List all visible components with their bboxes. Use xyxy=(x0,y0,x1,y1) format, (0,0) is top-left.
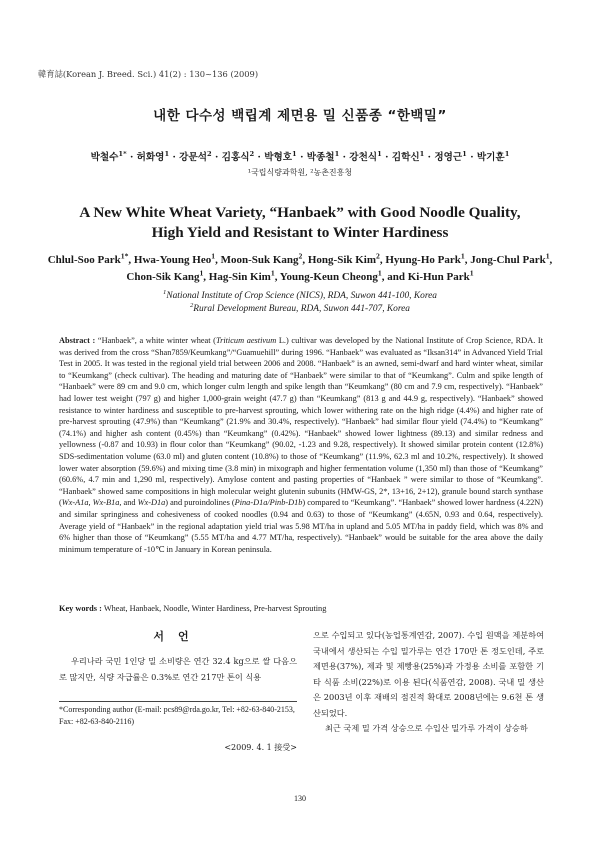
english-title xyxy=(0,203,600,243)
korean-author: 김홍식$^2$ xyxy=(221,149,255,163)
body-paragraph: 최근 국제 밀 가격 상승으로 수입산 밀가루 가격이 상승하 xyxy=(325,723,528,733)
english-author: Chlul-Soo Park$^{1*}$ xyxy=(47,251,129,266)
english-author: Hag-Sin Kim$^1$ xyxy=(208,268,275,283)
english-affiliations xyxy=(0,290,600,316)
body-paragraph: 으로 수입되고 있다(농업통계연감, 2007). 수입 원맥을 제분하여 국내에서 생산되는 수입 밀가루는 연간 170만 톤 정도인데, 주로 제면용(37%), 제과 및 제빵용(25%)과 가정용 소비를 포함한 기타 식품 소비(22%)로 이용 된다(식품연감, 2008). 국내 밀 생산은 2003년 이후 재배의 점진적 확대로 2008년에는 9.6천 톤 생산되었다. xyxy=(313,630,544,718)
english-author: and Ki-Hun Park$^1$ xyxy=(387,268,474,283)
korean-author: 김학신$^1$ xyxy=(391,149,425,163)
korean-author: 박기훈$^1$ xyxy=(476,149,510,163)
english-author: Jong-Chul Park$^1$ xyxy=(470,251,550,266)
english-author: Hyung-Ho Park$^1$ xyxy=(385,251,465,266)
body-paragraph: 우리나라 국민 1인당 밀 소비량은 연간 32.4 kg으로 쌀 다음으로 많지만, 식량 자급률은 0.3%로 연간 217만 톤이 식용 xyxy=(59,656,297,682)
korean-author: 강천식$^1$ xyxy=(349,149,382,163)
body-left-column xyxy=(59,628,297,685)
footnote-divider xyxy=(59,701,297,702)
corresponding-author-footnote: *Corresponding author (E-mail: pcs89@rda.go.kr, Tel: +82-63-840-2153, Fax: +82-63-840-2116) xyxy=(59,705,295,726)
korean-author: 박종철$^1$ xyxy=(306,149,340,163)
korean-title: 내한 다수성 백립계 제면용 밀 신품종 “한백밀” xyxy=(153,108,447,124)
english-title-line-2: High Yield and Resistant to Winter Hardiness xyxy=(151,224,449,241)
received-date: <2009. 4. 1 接受> xyxy=(224,743,297,752)
english-author: Hwa-Young Heo$^1$ xyxy=(133,251,216,266)
english-author: Young-Keun Cheong$^1$ xyxy=(279,268,382,283)
page-number: 130 xyxy=(294,794,306,803)
korean-affiliation: ¹국립식량과학원, ²농촌진흥청 xyxy=(247,168,353,177)
english-authors-line-2: Chon-Sik Kang$^1$, Hag-Sin Kim$^1$, Young-Keun Cheong$^1$, and Ki-Hun Park$^1$ xyxy=(126,268,474,283)
korean-author: 허화영$^1$ xyxy=(136,149,170,163)
korean-author: 정영근$^1$ xyxy=(434,149,467,163)
korean-author: 박형호$^1$ xyxy=(264,149,297,163)
journal-header: 韓育誌(Korean J. Breed. Sci.) 41(2) : 130~136 (2009) xyxy=(38,69,259,79)
section-heading-introduction: 서언 xyxy=(153,630,203,643)
body-right-column xyxy=(313,628,544,737)
keywords-label: Key words : xyxy=(59,604,102,613)
keywords xyxy=(59,604,543,613)
english-title-line-1: A New White Wheat Variety, “Hanbaek” with Good Noodle Quality, xyxy=(79,204,521,221)
abstract-label: Abstract : xyxy=(59,336,96,345)
english-author: Moon-Suk Kang$^2$ xyxy=(220,251,303,266)
english-affiliation-2: $^2$Rural Development Bureau, RDA, Suwon 441-707, Korea xyxy=(189,301,410,314)
korean-author-list: 박철수$^{1*}$ · 허화영$^1$ · 강문석$^2$ · 김홍식$^2$ · 박형호$^1$ · 박종철$^1$ · 강천식$^1$ · 김학신$^1$ · 정영근$^1$ · 박기훈$^1$ xyxy=(90,149,510,163)
english-authors-line-1: Chlul-Soo Park$^{1*}$, Hwa-Young Heo$^1$, Moon-Suk Kang$^2$, Hong-Sik Kim$^2$, Hyung-Ho Park$^1$, Jong-Chul Park$^1$, xyxy=(47,251,553,266)
english-author: Hong-Sik Kim$^2$ xyxy=(307,251,380,266)
abstract: Abstract : “Hanbaek”, a white winter wheat (Triticum aestivum L.) cultivar was developed by the National Institute of Crop Science, RDA. It was derived from the cross “Shan7859/Keumkang”/“Guamuehill” during 1996. “Hanbaek” was evaluated as “Iksan314” in Advanced Yield Trial Test in 2005. It was tested in the regional yield trial between 2006 and 2008. “Hanbaek” is an awned, semi-dwarf and hard winter wheat, similar to “Keumkang” (check cultivar). The heading and maturing date of “Hanbaek” were similar to that of “Keumkang”. Culm and spike length of “Hanbaek” were 89 cm and 9.0 cm, which longer culm length and spike length than “Keumkang” (80 cm and 7.9 cm, respectively). “Hanbaek” had lower test weight (797 g) and higher 1,000-grain weight (47.7 g) than “Keumkang” (813 g and 44.9 g, respectively). “Hanbaek” showed resistance to winter hardiness and susceptible to pre-harvest sprouting, which lower withering rate on the high ridge (4.4%) and higher rate of pre-harvest sprouting (47.9%) than “Keumkang” (21.9% and 30.4%, respectively). “Hanbaek” had similar flour yield (74.4%) to “Keumkang” (74.1%) and higher ash content (0.45%) than “Keumkang” (0.42%). “Hanbaek” showed lower lightness (89.13) and similar redness and yellowness (-0.87 and 10.93) in flour color than “Keumkang” (90.02, -1.23 and 9.28, respectively). It showed similar protein content (12.8%) SDS-sedimentation volume (63.0 ml) and gluten content (10.8%) to those of “Keumkang” (11.9%, 62.3 ml and 10.2%, respectively). It showed lower water absorption (59.6%) and mixing time (3.8 min) in mixograph and higher fermentation volume (1,350 ml) than those of “Keumkang” (60.6%, 4.7 min and 1,290 ml, respectively). Amylose content and pasting properties of “Hanbaek ” were similar to those of “Keumkang”. “Hanbaek” showed same compositions in high molecular weight glutenin subunits (HMW-GS, 2*, 13+16, 2+12), granule bound starch synthase (Wx-A1a, Wx-B1a, and Wx-D1a) and puroindolines (Pina-D1a/Pinb-D1b) compared to “Keumkang”. “Hanbaek” showed lower hardness (4.22N) and similar springiness and cohesiveness of cooked noodles (0.94 and 0.63) to those of “Keumkang” (4.65N, 0.93 and 0.64, respectively). Average yield of “Hanbaek” in the regional adaptation yield trial was 5.98 MT/ha in upland and 5.05 MT/ha in paddy field, which was 8% and 6% higher than those of “Keumkang” (5.55 MT/ha and 4.77 MT/ha, respectively). “Hanbaek” would be suitable for the area above the daily minimum temperature of -10℃ in January in Korean peninsula. xyxy=(59,336,543,554)
english-affiliation-1: $^1$National Institute of Crop Science (NICS), RDA, Suwon 441-100, Korea xyxy=(163,288,437,301)
english-author: Chon-Sik Kang$^1$ xyxy=(126,268,204,283)
korean-author: 강문석$^2$ xyxy=(179,149,212,163)
english-author-list xyxy=(0,252,600,286)
keywords-text: Wheat, Hanbaek, Noodle, Winter Hardiness, Pre-harvest Sprouting xyxy=(103,604,327,613)
korean-author: 박철수$^{1*}$ xyxy=(90,149,127,163)
